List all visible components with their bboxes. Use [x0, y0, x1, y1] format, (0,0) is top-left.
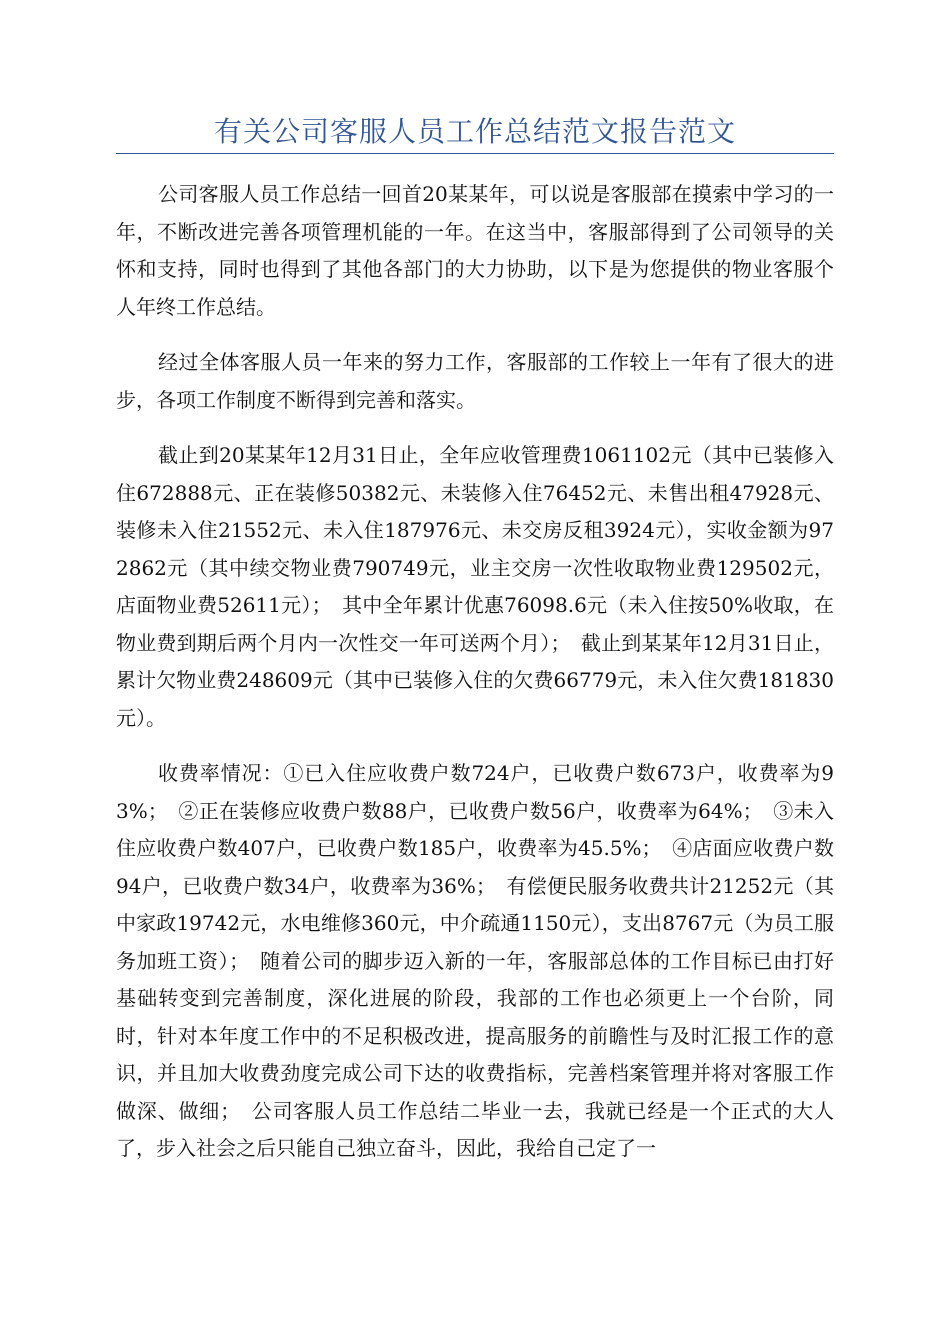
document-title: 有关公司客服人员工作总结范文报告范文: [213, 115, 736, 148]
paragraph-progress: 经过全体客服人员一年来的努力工作，客服部的工作较上一年有了很大的进步，各项工作制度不断得到完善和落实。: [116, 350, 834, 412]
paragraph-fees: 截止到20某某年12月31日止，全年应收管理费1061102元（其中已装修入住672888元、正在装修50382元、未装修入住76452元、未售出租47928元、装修未入住21552元、未入住187976元、未交房反租3924元），实收金额为972862元（其中续交物业费790749元，业主交房一次性收取物业费129502元，店面物业费52611元）； 其中全年累计优惠76098.6元（未入住按50%收取，在物业费到期后两个月内一次性交一年可送两个月）； 截止到某某年12月31日止，累计欠物业费248609元（其中已装修入住的欠费66779元，未入住欠费181830元）。: [116, 443, 834, 730]
document-body: [116, 176, 834, 1186]
paragraph-intro: 公司客服人员工作总结一回首20某某年，可以说是客服部在摸索中学习的一年，不断改进完善各项管理机能的一年。在这当中，客服部得到了公司领导的关怀和支持，同时也得到了其他各部门的大力协助，以下是为您提供的物业客服个人年终工作总结。: [116, 182, 834, 319]
title-underline: [116, 153, 834, 154]
paragraph-collection-rate: 收费率情况：①已入住应收费户数724户，已收费户数673户，收费率为93%； ②正在装修应收费户数88户，已收费户数56户，收费率为64%； ③未入住应收费户数407户，已收费户数185户，收费率为45.5%； ④店面应收费户数94户，已收费户数34户，收费率为36%； 有偿便民服务收费共计21252元（其中家政19742元，水电维修360元，中介疏通1150元），支出8767元（为员工服务加班工资）； 随着公司的脚步迈入新的一年，客服部总体的工作目标已由打好基础转变到完善制度，深化进展的阶段，我部的工作也必须更上一个台阶，同时，针对本年度工作中的不足积极改进，提高服务的前瞻性与及时汇报工作的意识，并且加大收费劲度完成公司下达的收费指标，完善档案管理并将对客服工作做深、做细； 公司客服人员工作总结二毕业一去，我就已经是一个正式的大人了，步入社会之后只能自己独立奋斗，因此，我给自己定了一: [116, 761, 834, 1160]
